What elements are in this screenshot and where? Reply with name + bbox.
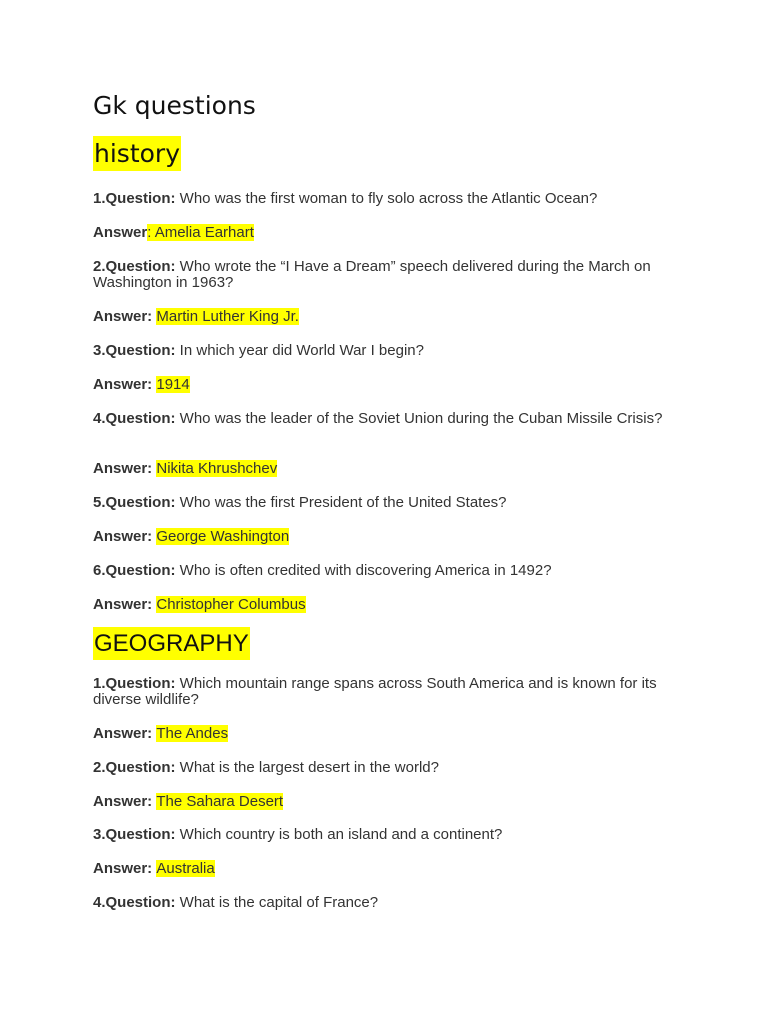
- document-title: Gk questions: [93, 91, 256, 120]
- answer-value: The Sahara Desert: [156, 793, 284, 810]
- section-heading-history: history: [93, 136, 181, 171]
- answer-value: The Andes: [156, 725, 229, 742]
- question-text: Which mountain range spans across South America and is known for its diverse wildlife?: [93, 675, 657, 708]
- question-label: 1.Question:: [93, 190, 176, 207]
- answer-label: Answer:: [93, 793, 157, 810]
- question-label: 4.Question:: [93, 410, 176, 427]
- answer-label: Answer:: [93, 528, 157, 545]
- answer-item: [93, 461, 678, 477]
- question-item: [93, 411, 678, 427]
- answer-label: Answer:: [93, 596, 157, 613]
- answer-item: [93, 377, 678, 393]
- question-text: What is the largest desert in the world?: [175, 759, 439, 776]
- question-item: [93, 495, 678, 511]
- question-label: 1.Question:: [93, 675, 176, 692]
- question-label: 4.Question:: [93, 894, 176, 911]
- question-text: Which country is both an island and a continent?: [175, 826, 503, 843]
- answer-item: [93, 597, 678, 613]
- answer-value: George Washington: [156, 528, 290, 545]
- question-item: [93, 563, 678, 579]
- question-text: Who wrote the “I Have a Dream” speech delivered during the March on Washington in 1963?: [93, 258, 651, 291]
- question-item: [93, 676, 678, 708]
- question-text: What is the capital of France?: [175, 894, 379, 911]
- section-heading-geography: GEOGRAPHY: [93, 627, 250, 660]
- answer-value: : Amelia Earhart: [147, 224, 254, 241]
- question-text: In which year did World War I begin?: [175, 342, 424, 359]
- answer-value: Christopher Columbus: [156, 596, 306, 613]
- question-text: Who was the first President of the United States?: [175, 494, 507, 511]
- question-item: [93, 760, 678, 776]
- answer-value: Nikita Khrushchev: [156, 460, 278, 477]
- question-item: [93, 343, 678, 359]
- question-item: [93, 259, 678, 291]
- answer-label: Answer:: [93, 308, 157, 325]
- answer-item: [93, 726, 678, 742]
- question-label: 2.Question:: [93, 759, 176, 776]
- answer-label: Answer:: [93, 376, 157, 393]
- question-label: 2.Question:: [93, 258, 176, 275]
- answer-value: 1914: [156, 376, 190, 393]
- answer-label: Answer:: [93, 860, 157, 877]
- answer-item: [93, 309, 678, 325]
- question-label: 3.Question:: [93, 342, 176, 359]
- question-label: 3.Question:: [93, 826, 176, 843]
- answer-label: Answer: [93, 224, 148, 241]
- answer-item: [93, 529, 678, 545]
- question-label: 6.Question:: [93, 562, 176, 579]
- answer-item: [93, 794, 678, 810]
- answer-item: [93, 861, 678, 877]
- question-label: 5.Question:: [93, 494, 176, 511]
- answer-label: Answer:: [93, 725, 157, 742]
- question-item: [93, 191, 678, 207]
- answer-value: Martin Luther King Jr.: [156, 308, 299, 325]
- answer-label: Answer:: [93, 460, 157, 477]
- question-item: [93, 827, 678, 843]
- question-text: Who was the leader of the Soviet Union during the Cuban Missile Crisis?: [175, 410, 663, 427]
- answer-value: Australia: [156, 860, 215, 877]
- question-text: Who is often credited with discovering America in 1492?: [175, 562, 552, 579]
- question-text: Who was the first woman to fly solo across the Atlantic Ocean?: [175, 190, 598, 207]
- question-item: [93, 895, 678, 911]
- answer-item: [93, 225, 678, 241]
